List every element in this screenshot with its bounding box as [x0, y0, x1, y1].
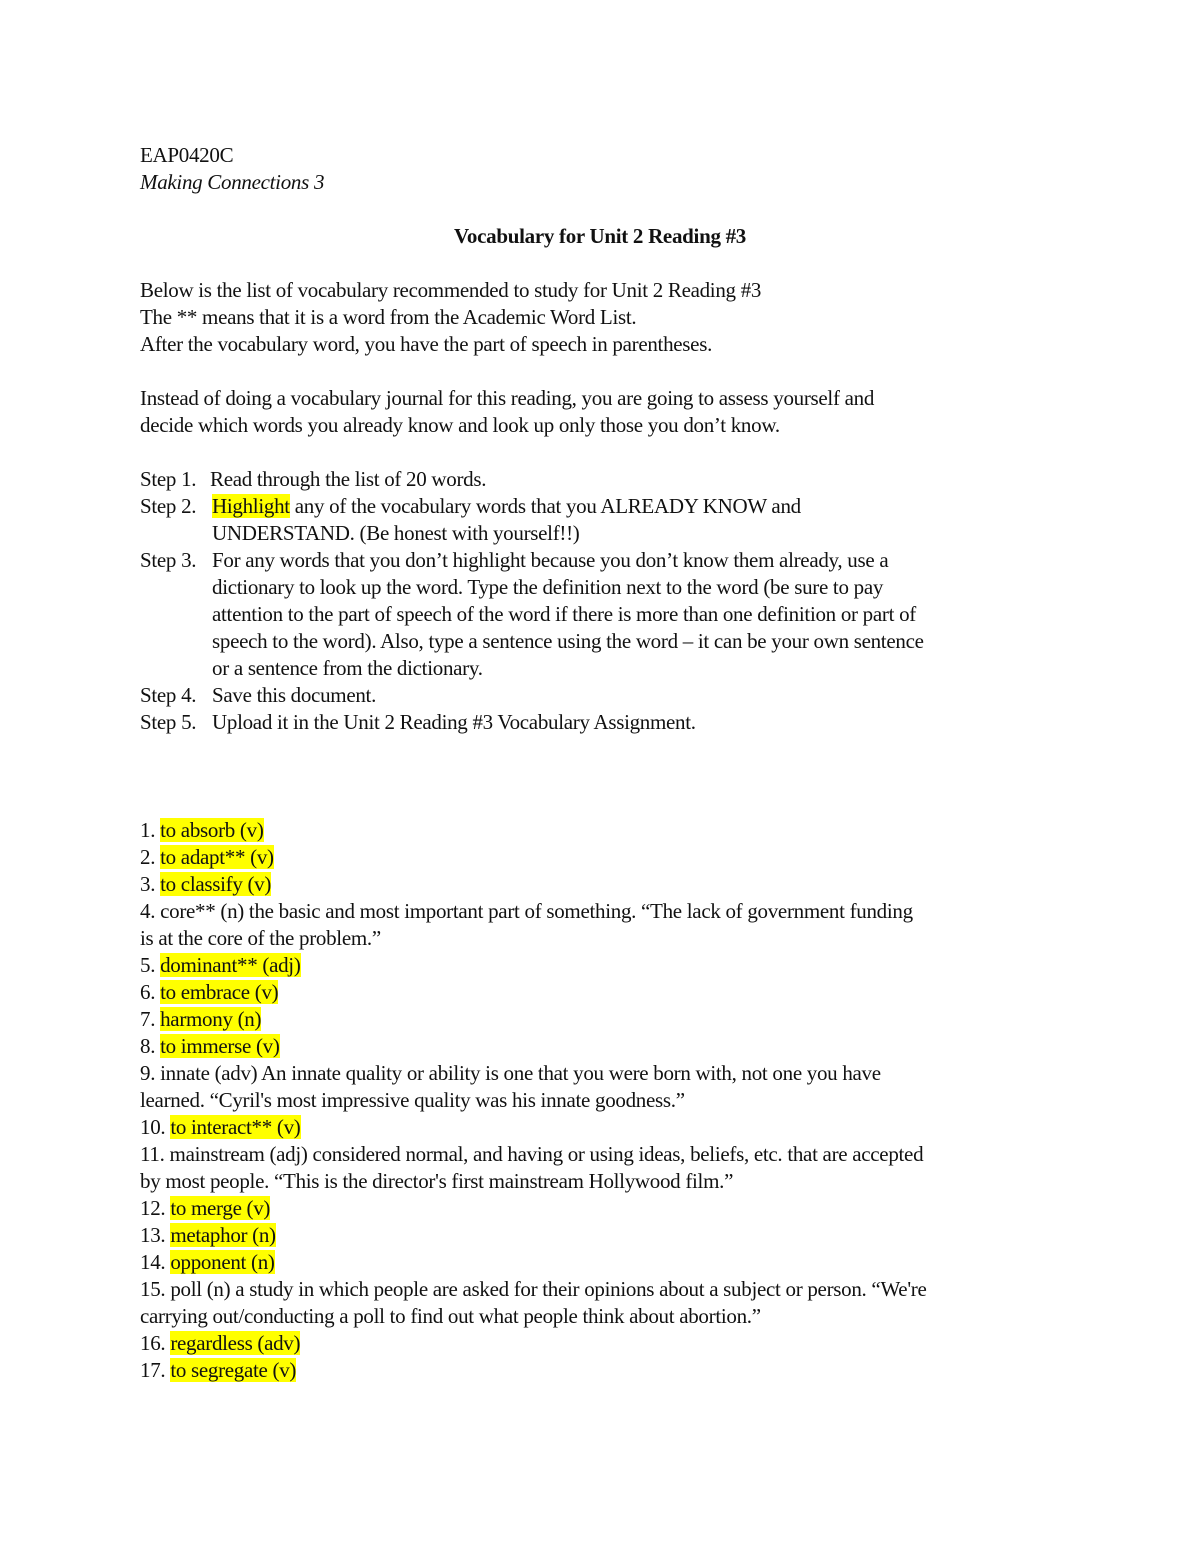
step-text: Upload it in the Unit 2 Reading #3 Vocabulary Assignment.: [212, 710, 696, 734]
vocab-item: [140, 898, 1070, 952]
steps-list: [140, 466, 1070, 736]
vocab-term: mainstream (adj): [169, 1142, 308, 1166]
document-page: [140, 142, 1070, 1384]
intro-line: Below is the list of vocabulary recommended to study for Unit 2 Reading #3: [140, 278, 762, 302]
step-text: speech to the word). Also, type a sentence using the word – it can be your own sentence: [212, 629, 924, 653]
step-label: Step 2.: [140, 494, 197, 518]
intro-line: Instead of doing a vocabulary journal for this reading, you are going to assess yourself and: [140, 386, 875, 410]
step-text: attention to the part of speech of the word if there is more than one definition or part of: [212, 602, 916, 626]
vocab-list: [140, 817, 1070, 1384]
vocab-number: 9.: [140, 1061, 161, 1085]
step-text: UNDERSTAND. (Be honest with yourself!!): [212, 521, 580, 545]
vocab-definition: the basic and most important part of something. “The lack of government funding: [243, 899, 913, 923]
vocab-term: innate (adv): [160, 1061, 258, 1085]
vocab-item: [140, 817, 1070, 844]
vocab-number: 17.: [140, 1358, 171, 1382]
vocab-item: [140, 1006, 1070, 1033]
vocab-item: [140, 1249, 1070, 1276]
vocab-number: 11.: [140, 1142, 170, 1166]
vocab-number: 1.: [140, 818, 161, 842]
step-5: [140, 709, 1070, 736]
vocab-term: opponent (n): [170, 1250, 275, 1274]
vocab-term: metaphor (n): [170, 1223, 276, 1247]
vocab-definition-cont: by most people. “This is the director's first mainstream Hollywood film.”: [140, 1169, 734, 1193]
course-code: EAP0420C: [140, 143, 234, 167]
vocab-number: 4.: [140, 899, 161, 923]
vocab-number: 5.: [140, 953, 161, 977]
step-text: For any words that you don’t highlight because you don’t know them already, use a: [212, 548, 889, 572]
vocab-item: [140, 1222, 1070, 1249]
highlighted-word: Highlight: [212, 494, 290, 518]
vocab-term: to classify (v): [160, 872, 272, 896]
vocab-term: to immerse (v): [160, 1034, 280, 1058]
step-2: [140, 493, 1070, 547]
vocab-term: to merge (v): [170, 1196, 271, 1220]
vocab-definition: considered normal, and having or using ideas, beliefs, etc. that are accepted: [307, 1142, 924, 1166]
vocab-number: 14.: [140, 1250, 171, 1274]
step-label: Step 4.: [140, 683, 197, 707]
step-text: Read through the list of 20 words.: [210, 467, 487, 491]
vocab-item: [140, 1195, 1070, 1222]
intro-paragraph-2: [140, 385, 1070, 439]
vocab-number: 15.: [140, 1277, 171, 1301]
book-title: Making Connections 3: [140, 170, 325, 194]
step-text: dictionary to look up the word. Type the definition next to the word (be sure to pay: [212, 575, 884, 599]
step-4: [140, 682, 1070, 709]
vocab-item: [140, 1141, 1070, 1195]
intro-line: decide which words you already know and look up only those you don’t know.: [140, 413, 780, 437]
vocab-item: [140, 871, 1070, 898]
vocab-number: 3.: [140, 872, 161, 896]
vocab-term: to embrace (v): [160, 980, 279, 1004]
vocab-number: 10.: [140, 1115, 171, 1139]
vocab-definition: a study in which people are asked for their opinions about a subject or person. “We're: [230, 1277, 927, 1301]
vocab-number: 2.: [140, 845, 161, 869]
vocab-item: [140, 844, 1070, 871]
vocab-item: [140, 1114, 1070, 1141]
vocab-definition-cont: carrying out/conducting a poll to find out what people think about abortion.”: [140, 1304, 761, 1328]
vocab-term: dominant** (adj): [160, 953, 301, 977]
step-text: Save this document.: [212, 683, 377, 707]
vocab-number: 8.: [140, 1034, 161, 1058]
vocab-term: to interact** (v): [170, 1115, 301, 1139]
step-1: [140, 466, 1070, 493]
step-label: Step 3.: [140, 548, 197, 572]
vocab-item: [140, 1033, 1070, 1060]
vocab-term: core** (n): [160, 899, 244, 923]
vocab-item: [140, 1330, 1070, 1357]
intro-line: The ** means that it is a word from the Academic Word List.: [140, 305, 637, 329]
vocab-term: regardless (adv): [170, 1331, 301, 1355]
vocab-term: poll (n): [170, 1277, 231, 1301]
vocab-term: harmony (n): [160, 1007, 262, 1031]
vocab-number: 16.: [140, 1331, 171, 1355]
vocab-item: [140, 952, 1070, 979]
vocab-definition-cont: learned. “Cyril's most impressive quality was his innate goodness.”: [140, 1088, 685, 1112]
intro-paragraph-1: [140, 277, 1070, 358]
vocab-number: 13.: [140, 1223, 171, 1247]
step-text: any of the vocabulary words that you ALREADY KNOW and: [289, 494, 801, 518]
vocab-definition-cont: is at the core of the problem.”: [140, 926, 381, 950]
step-label: Step 1.: [140, 467, 197, 491]
vocab-number: 12.: [140, 1196, 171, 1220]
vocab-term: to absorb (v): [160, 818, 264, 842]
page-title: Vocabulary for Unit 2 Reading #3: [453, 224, 746, 248]
step-3: [140, 547, 1070, 682]
step-label: Step 5.: [140, 710, 197, 734]
vocab-definition: An innate quality or ability is one that you were born with, not one you have: [257, 1061, 881, 1085]
vocab-item: [140, 979, 1070, 1006]
vocab-term: to adapt** (v): [160, 845, 274, 869]
vocab-item: [140, 1276, 1070, 1330]
vocab-item: [140, 1357, 1070, 1384]
vocab-term: to segregate (v): [170, 1358, 297, 1382]
step-text: or a sentence from the dictionary.: [212, 656, 483, 680]
vocab-item: [140, 1060, 1070, 1114]
intro-line: After the vocabulary word, you have the part of speech in parentheses.: [140, 332, 713, 356]
vocab-number: 6.: [140, 980, 161, 1004]
vocab-number: 7.: [140, 1007, 161, 1031]
